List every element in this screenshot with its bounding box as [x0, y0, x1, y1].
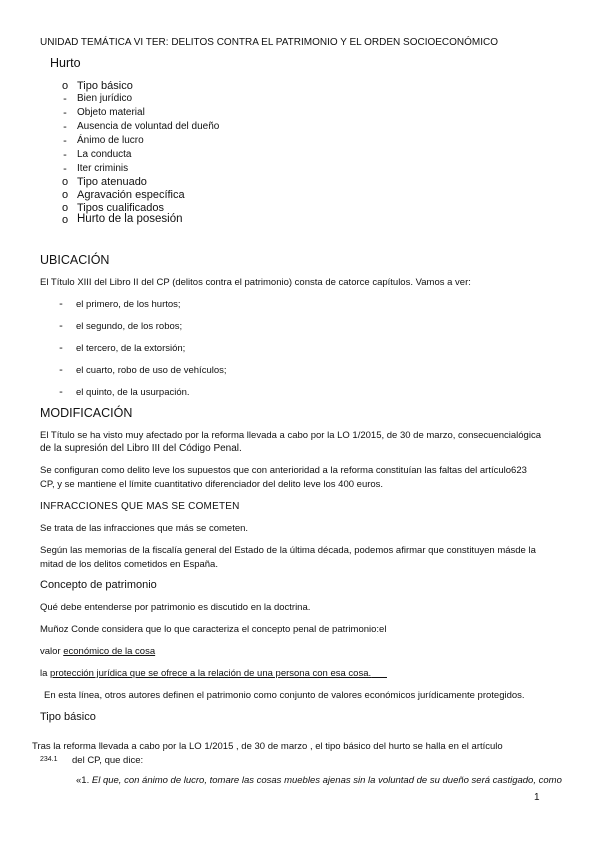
index-marker: -	[63, 149, 67, 161]
concepto-p3	[40, 646, 155, 657]
list-dash: -	[59, 386, 63, 398]
index-item: Iter criminis	[77, 163, 129, 174]
index-item: La conducta	[77, 149, 132, 160]
tipo-basico-p1-cont: del CP, que dice:	[72, 755, 144, 766]
concepto-heading: Concepto de patrimonio	[40, 579, 157, 591]
infracciones-heading: INFRACCIONES QUE MAS SE COMETEN	[40, 501, 240, 512]
index-item: Tipos cualificados	[77, 202, 165, 214]
concepto-p3-prefix: valor	[40, 646, 64, 657]
tipo-basico-quote	[76, 775, 562, 786]
modificacion-p2-line2: CP, y se mantiene el límite cuantitativo diferenciador del delito leve los 400 euros.	[40, 479, 384, 490]
list-dash: -	[59, 364, 63, 376]
list-item: el primero, de los hurtos;	[76, 299, 181, 310]
tipo-basico-p1: Tras la reforma llevada a cabo por la LO 1/2015 , de 30 de marzo , el tipo básico del hurto se halla en el artículo	[32, 741, 503, 752]
modificacion-p1-line2: de la supresión del Libro III del Código Penal.	[40, 443, 242, 454]
modificacion-p2-line1: Se configuran como delito leve los supuestos que con anterioridad a la reforma constituían las faltas del artículo623	[40, 465, 527, 476]
index-item: Tipo básico	[77, 80, 133, 92]
quote-text: El que, con ánimo de lucro, tomare las cosas muebles ajenas sin la voluntad de su dueño será castigado, como	[91, 775, 562, 786]
article-number: 234.1	[40, 756, 58, 763]
list-item: el cuarto, robo de uso de vehículos;	[76, 365, 227, 376]
list-item: el quinto, de la usurpación.	[76, 387, 190, 398]
index-item: Agravación específica	[77, 189, 185, 201]
list-dash: -	[59, 320, 63, 332]
index-marker: o	[61, 202, 69, 214]
index-item: Tipo atenuado	[77, 176, 147, 188]
index-marker: o	[61, 80, 69, 92]
ubicacion-heading: UBICACIÓN	[40, 253, 110, 267]
concepto-p2: Muñoz Conde considera que lo que caracteriza el concepto penal de patrimonio:el	[40, 624, 387, 635]
modificacion-p1-line1: El Título se ha visto muy afectado por la reforma llevada a cabo por la LO 1/2015, de 30 de marzo, consecuencialógica	[40, 430, 541, 441]
ubicacion-intro: El Título XIII del Libro II del CP (delitos contra el patrimonio) consta de catorce capítulos. Vamos a ver:	[40, 277, 471, 288]
list-dash: -	[59, 298, 63, 310]
concepto-p4-prefix: la	[40, 668, 51, 679]
concepto-p3-underlined: económico de la cosa	[63, 646, 156, 657]
index-marker: o	[61, 176, 69, 188]
index-marker: -	[63, 107, 67, 119]
index-item: Objeto material	[77, 107, 145, 118]
index-marker: -	[63, 135, 67, 147]
concepto-p4-underlined: protección jurídica que se ofrece a la relación de una persona con esa cosa.	[50, 668, 372, 679]
concepto-p5: En esta línea, otros autores definen el patrimonio como conjunto de valores económicos jurídicamente protegidos.	[44, 690, 525, 701]
list-item: el tercero, de la extorsión;	[76, 343, 186, 354]
tipo-basico-heading: Tipo básico	[40, 711, 96, 723]
index-item: Hurto de la posesión	[77, 213, 183, 225]
index-item: Bien jurídico	[77, 93, 133, 104]
index-marker: o	[61, 189, 69, 201]
index-marker: -	[63, 93, 67, 105]
index-marker: -	[63, 163, 67, 175]
list-dash: -	[59, 342, 63, 354]
index-item: Ánimo de lucro	[77, 135, 144, 146]
unit-title: UNIDAD TEMÁTICA VI TER: DELITOS CONTRA EL PATRIMONIO Y EL ORDEN SOCIOECONÓMICO	[40, 37, 499, 48]
concepto-p4	[40, 668, 387, 679]
page-number: 1	[534, 792, 540, 803]
infracciones-p1: Se trata de las infracciones que más se cometen.	[40, 523, 249, 534]
concepto-p1: Qué debe entenderse por patrimonio es discutido en la doctrina.	[40, 602, 311, 613]
modificacion-heading: MODIFICACIÓN	[40, 406, 133, 420]
index-marker: -	[63, 121, 67, 133]
index-item: Ausencia de voluntad del dueño	[77, 121, 220, 132]
list-item: el segundo, de los robos;	[76, 321, 183, 332]
infracciones-p2-line1: Según las memorias de la fiscalía general del Estado de la última década, podemos afirmar que constituyen másde la	[40, 545, 536, 556]
quote-prefix: «1.	[76, 775, 92, 786]
infracciones-p2-line2: mitad de los delitos cometidos en España.	[40, 559, 218, 570]
index-marker: o	[61, 214, 69, 226]
section-hurto-heading: Hurto	[50, 56, 81, 70]
